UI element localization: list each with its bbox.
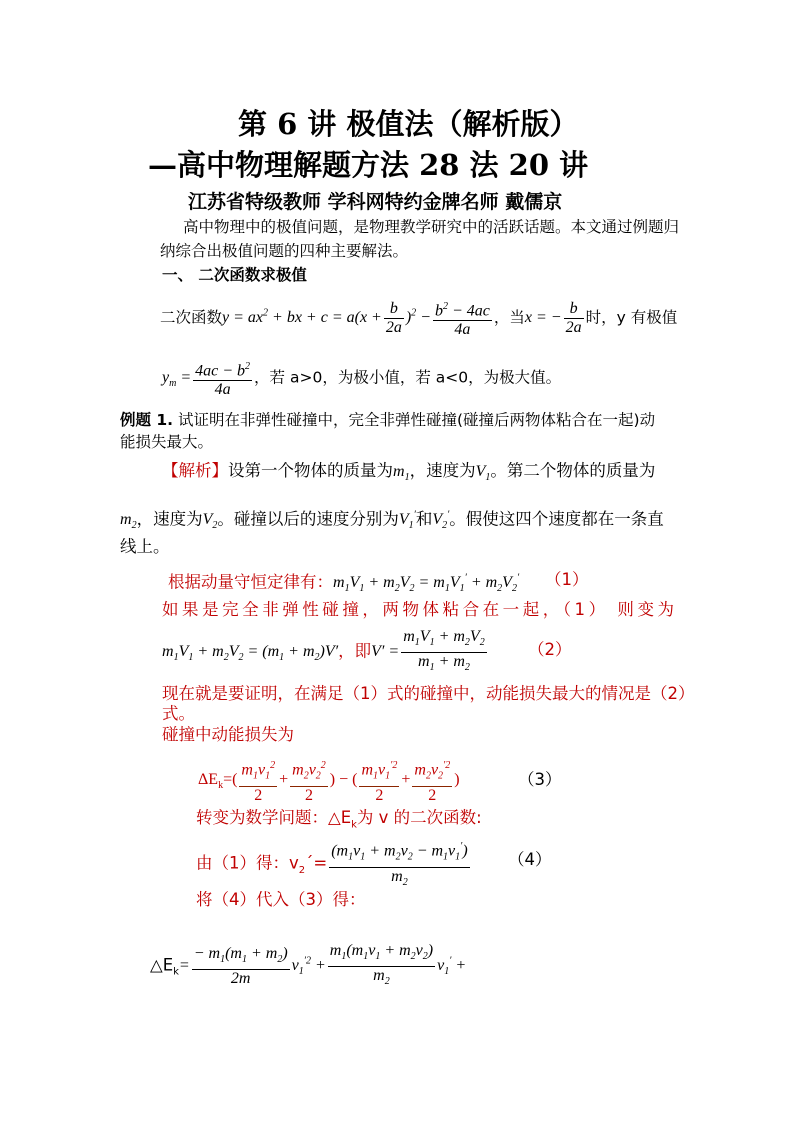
analysis-text-g: 。假使这四个速度都在一条直 xyxy=(449,509,664,529)
substitute-line: 将（4）代入（3）得： xyxy=(196,890,366,909)
quad-suffix: 时，y 有极值 xyxy=(585,308,678,327)
eq4-number: （4） xyxy=(508,850,552,869)
section-heading: 一、 二次函数求极值 xyxy=(162,266,307,284)
page-subtitle: —高中物理解题方法 28 法 20 讲 xyxy=(148,148,589,182)
from1-sub: 2 xyxy=(298,864,306,876)
final-equation: = $\frac{- m_1(m_1 + m_2)}{2m}$ $v_1^{'2}$ + $\frac{m_1(m_1v_1 + m_2v_2)}{m_2}$ $v_1'$ + xyxy=(179,957,466,974)
analysis-tag: 【解析】 xyxy=(162,461,228,480)
v2-prime-symbol: $V_2'$ xyxy=(432,510,450,532)
delta-ek-sub: k xyxy=(173,966,179,978)
author-line: 江苏省特级教师 学科网特约金牌名师 戴儒京 xyxy=(188,191,563,213)
example-text-2: 能损失最大。 xyxy=(120,433,214,451)
prove-line-1: 现在就是要证明，在满足（1）式的碰撞中，动能损失最大的情况是（2） xyxy=(162,684,695,703)
convert-suffix: 为 v 的二次函数: xyxy=(356,808,482,827)
m1-symbol: $m_1$ xyxy=(393,463,410,484)
extreme-value-line xyxy=(162,358,561,403)
convert-text: 转变为数学问题：△E xyxy=(196,808,352,827)
ke-loss-line: 碰撞中动能损失为 xyxy=(162,725,294,744)
ym-equation: $y_m$ = $\frac{4ac - b^2}{4a}$ xyxy=(162,361,251,399)
analysis-text-f: 和 xyxy=(415,509,433,529)
convert-line xyxy=(196,804,482,830)
from1-text: 由（1）得：v xyxy=(196,853,299,873)
eq1-number: （1） xyxy=(545,570,589,589)
ym-text: ，若 a>0，为极小值，若 a<0，为极大值。 xyxy=(254,368,562,387)
v2-symbol: $V_2$ xyxy=(202,511,218,532)
eq2-line xyxy=(162,628,489,677)
v1-prime-symbol: $V_1'$ xyxy=(398,510,416,532)
m2-symbol: $m_2$ xyxy=(120,511,137,532)
common-velocity-eq: V′ = $\frac{m_1V_1 + m_2V_2}{m_1 + m_2}$ xyxy=(371,643,489,660)
momentum-text: 根据动量守恒定律有： xyxy=(168,572,333,592)
example-label: 例题 1. xyxy=(120,411,174,429)
eq4-line xyxy=(196,838,472,892)
final-equation-line xyxy=(150,940,466,995)
example-text-1: 试证明在非弹性碰撞中，完全非弹性碰撞(碰撞后两物体粘合在一起)动 xyxy=(173,411,656,429)
analysis-line-1 xyxy=(162,458,655,491)
analysis-text-c: 。第二个物体的质量为 xyxy=(490,461,656,480)
from1-tail: ´= xyxy=(305,853,328,873)
vertex-equation: x = − $\frac{b}{2a}$ xyxy=(524,300,582,337)
inelastic-text: 如果是完全非弹性碰撞，两物体粘合在一起，（1） 则变为 xyxy=(162,600,674,619)
momentum-equation: $m_1V_1 + m_2V_2 = m_1V_1' + m_2V_2'$ xyxy=(333,573,520,595)
analysis-text-e: 。碰撞以后的速度分别为 xyxy=(217,509,399,529)
quadratic-equation: $y = ax^2$ + bx + c = a(x + $\frac{b}{2a}$ )$^2$ − $\frac{b^2 - 4ac}{4a}$ xyxy=(222,300,490,339)
quad-mid: ，当 xyxy=(493,308,525,327)
intro-line-2: 纳综合出极值问题的四种主要解法。 xyxy=(160,242,409,260)
delta-ek: △E xyxy=(150,955,174,975)
analysis-text-b: ，速度为 xyxy=(409,461,476,480)
quadratic-formula-line xyxy=(160,296,677,339)
prove-line-2: 式。 xyxy=(162,704,195,723)
quad-prefix: 二次函数 xyxy=(160,308,223,327)
eq3-number: （3） xyxy=(518,770,562,789)
intro-line-1: 高中物理中的极值问题，是物理教学研究中的活跃话题。本文通过例题归 xyxy=(183,218,680,236)
v2-prime-equation: $\frac{(m_1v_1 + m_2v_2 - m_1v_1')}{m_2}$ xyxy=(327,856,471,873)
analysis-text-a: 设第一个物体的质量为 xyxy=(228,461,393,480)
combined-momentum-eq: $m_1V_1 + m_2V_2 = (m_1 + m_2)V'$ xyxy=(162,643,339,664)
ji-text: ，即 xyxy=(338,641,372,661)
energy-loss-equation: $\Delta E_k=$( $\frac{m_1v_1^2}{2}$ + $\frac{m_2v_2^2}{2}$ ) − ( $\frac{m_1v_1^{'2}}{2}$ + $\frac{m_2v_2^{'2}}{2}$ ) xyxy=(198,760,460,804)
analysis-text-d: ，速度为 xyxy=(136,509,203,529)
example-line-1 xyxy=(120,408,655,432)
v1-symbol: $V_1$ xyxy=(475,463,491,484)
analysis-line-2 xyxy=(120,503,664,540)
analysis-line-3: 线上。 xyxy=(120,537,170,556)
page-title: 第 6 讲 极值法（解析版） xyxy=(238,107,579,141)
inelastic-line xyxy=(162,596,674,620)
eq2-number: （2） xyxy=(528,640,572,659)
eq3-line xyxy=(198,757,460,807)
convert-sub: k xyxy=(351,819,357,831)
